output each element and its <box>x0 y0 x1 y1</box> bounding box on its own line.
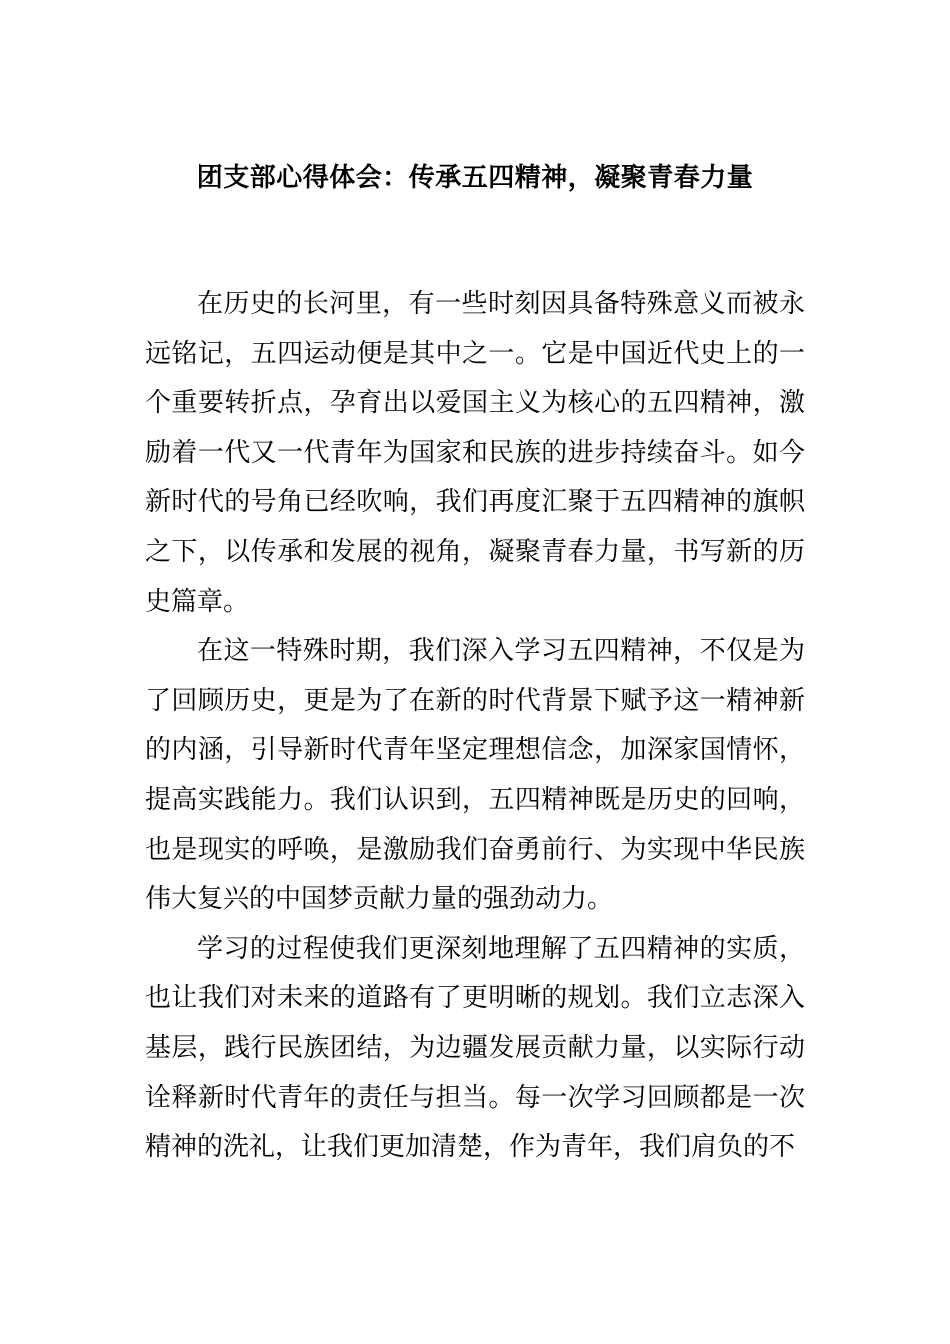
paragraph-3: 学习的过程使我们更深刻地理解了五四精神的实质，也让我们对未来的道路有了更明晰的规划。我们立志深入基层，践行民族团结，为边疆发展贡献力量，以实际行动诠释新时代青年的责任与担当。每一次学习回顾都是一次精神的洗礼，让我们更加清楚，作为青年，我们肩负的不 <box>145 933 805 1163</box>
paragraph-1: 在历史的长河里，有一些时刻因具备特殊意义而被永远铭记，五四运动便是其中之一。它是中国近代史上的一个重要转折点，孕育出以爱国主义为核心的五四精神，激励着一代又一代青年为国家和民族的进步持续奋斗。如今新时代的号角已经吹响，我们再度汇聚于五四精神的旗帜之下，以传承和发展的视角，凝聚青春力量，书写新的历史篇章。 <box>145 289 805 617</box>
document-title: 团支部心得体会：传承五四精神，凝聚青春力量 <box>196 163 754 193</box>
document-body <box>145 280 805 1173</box>
paragraph-2: 在这一特殊时期，我们深入学习五四精神，不仅是为了回顾历史，更是为了在新的时代背景下赋予这一精神新的内涵，引导新时代青年坚定理想信念，加深家国情怀，提高实践能力。我们认识到，五四精神既是历史的回响，也是现实的呼唤，是激励我们奋勇前行、为实现中华民族伟大复兴的中国梦贡献力量的强劲动力。 <box>145 636 805 915</box>
